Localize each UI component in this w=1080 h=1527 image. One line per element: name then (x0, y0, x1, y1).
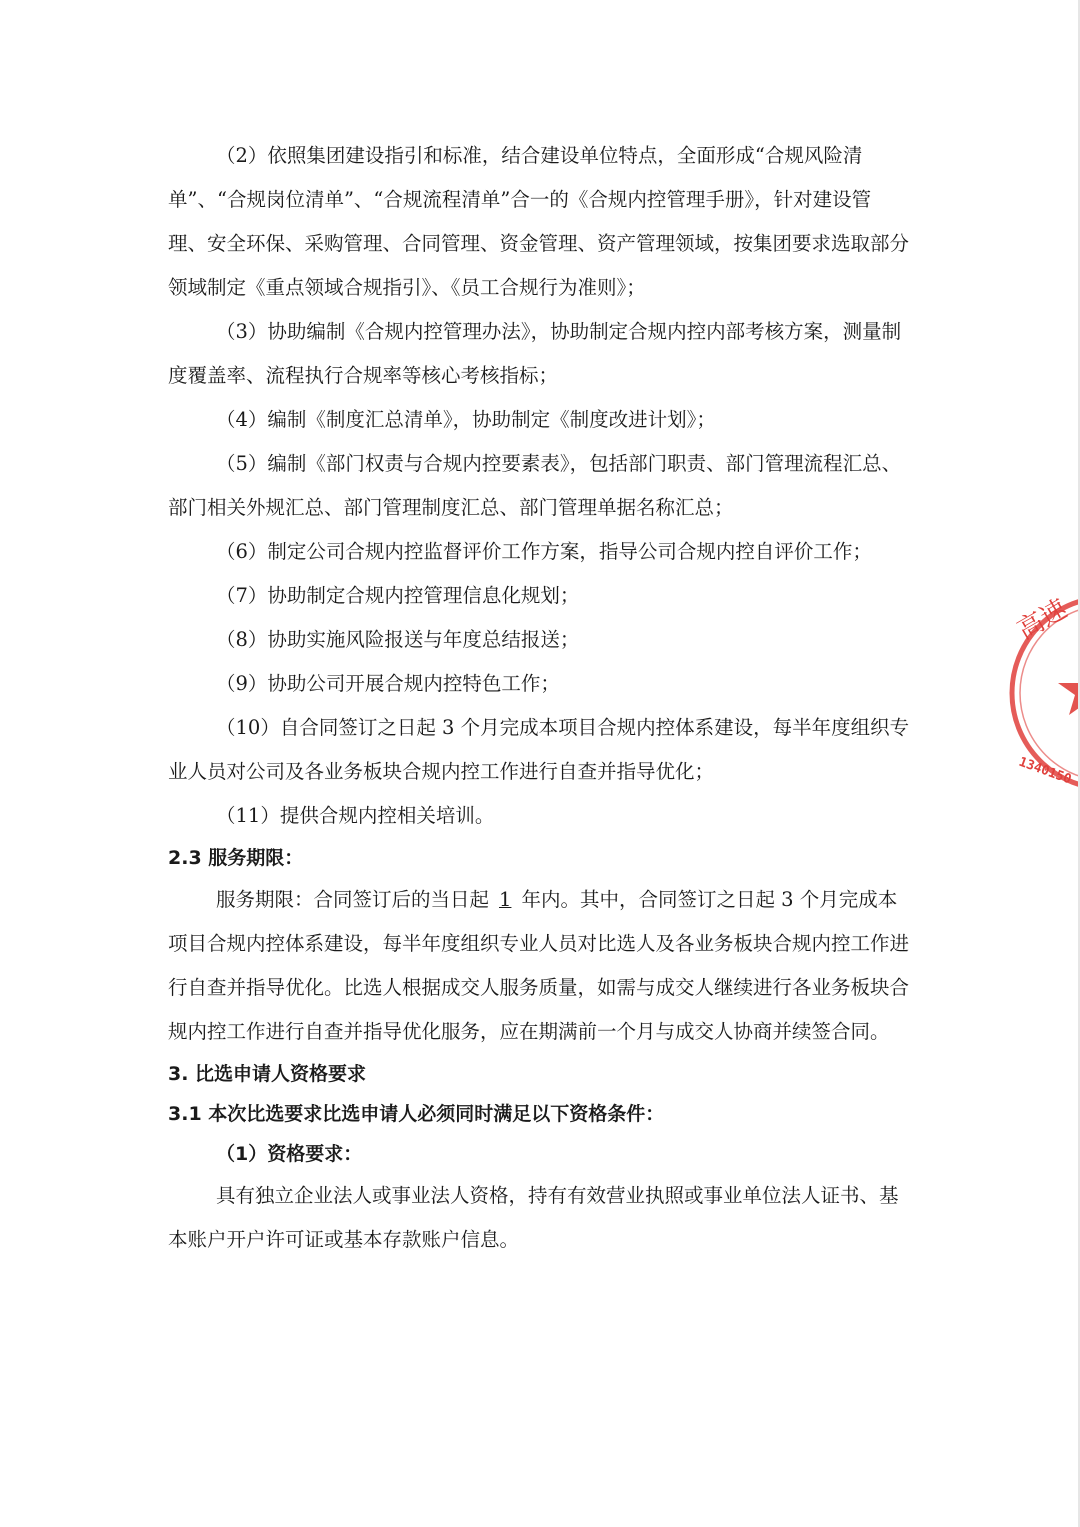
list-item: （5）编制《部门权责与合规内控要素表》，包括部门职责、部门管理流程汇总、部门相关外规汇总、部门管理制度汇总、部门管理单据名称汇总； (168, 452, 902, 519)
list-item: （3）协助编制《合规内控管理办法》，协助制定合规内控内部考核方案，测量制度覆盖率、流程执行合规率等核心考核指标； (168, 320, 902, 387)
list-item: （8）协助实施风险报送与年度总结报送； (216, 628, 580, 651)
list-item: （11）提供合规内控相关培训。 (216, 804, 495, 827)
section-heading-3-1: 3.1 本次比选要求比选申请人必须同时满足以下资格条件： (168, 1103, 665, 1125)
list-item: （7）协助制定合规内控管理信息化规划； (216, 584, 580, 607)
qualification-heading: （1）资格要求： (216, 1143, 363, 1165)
service-years-value: 1 (499, 888, 512, 911)
list-item: （2）依照集团建设指引和标准，结合建设单位特点，全面形成“合规风险清单”、“合规岗位清单”、“合规流程清单”合一的《合规内控管理手册》，针对建设管理、安全环保、采购管理、合同管理、资金管理、资产管理领域，按集团要求选取部分领域制定《重点领域合规指引》、《员工合规行为准则》； (168, 144, 910, 299)
list-item: （6）制定公司合规内控监督评价工作方案，指导公司合规内控自评价工作； (216, 540, 872, 563)
section-heading-3: 3. 比选申请人资格要求 (168, 1063, 367, 1085)
document-body (168, 134, 910, 1262)
seal-number: 1340150 (1016, 754, 1074, 788)
company-seal-stamp (998, 585, 1080, 805)
list-item: （10）自合同签订之日起 3 个月完成本项目合规内控体系建设，每半年度组织专业人员对公司及各业务板块合规内控工作进行自查并指导优化； (168, 716, 910, 783)
seal-text: 高速 (1012, 594, 1073, 647)
list-item: （9）协助公司开展合规内控特色工作； (216, 672, 560, 695)
qualification-paragraph: 具有独立企业法人或事业法人资格，持有有效营业执照或事业单位法人证书、基本账户开户许可证或基本存款账户信息。 (168, 1184, 899, 1251)
section-heading-2-3: 2.3 服务期限： (168, 847, 304, 869)
list-item: （4）编制《制度汇总清单》，协助制定《制度改进计划》； (216, 408, 716, 431)
service-period-paragraph: 服务期限：合同签订后的当日起 1 年内。其中，合同签订之日起 3 个月完成本项目合规内控体系建设，每半年度组织专业人员对比选人及各业务板块合规内控工作进行自查并指导优化。比选人根据成交人服务质量，如需与成交人继续进行各业务板块合规内控工作进行自查并指导优化服务，应在期满前一个月与成交人协商并续签合同。 (168, 888, 910, 1043)
